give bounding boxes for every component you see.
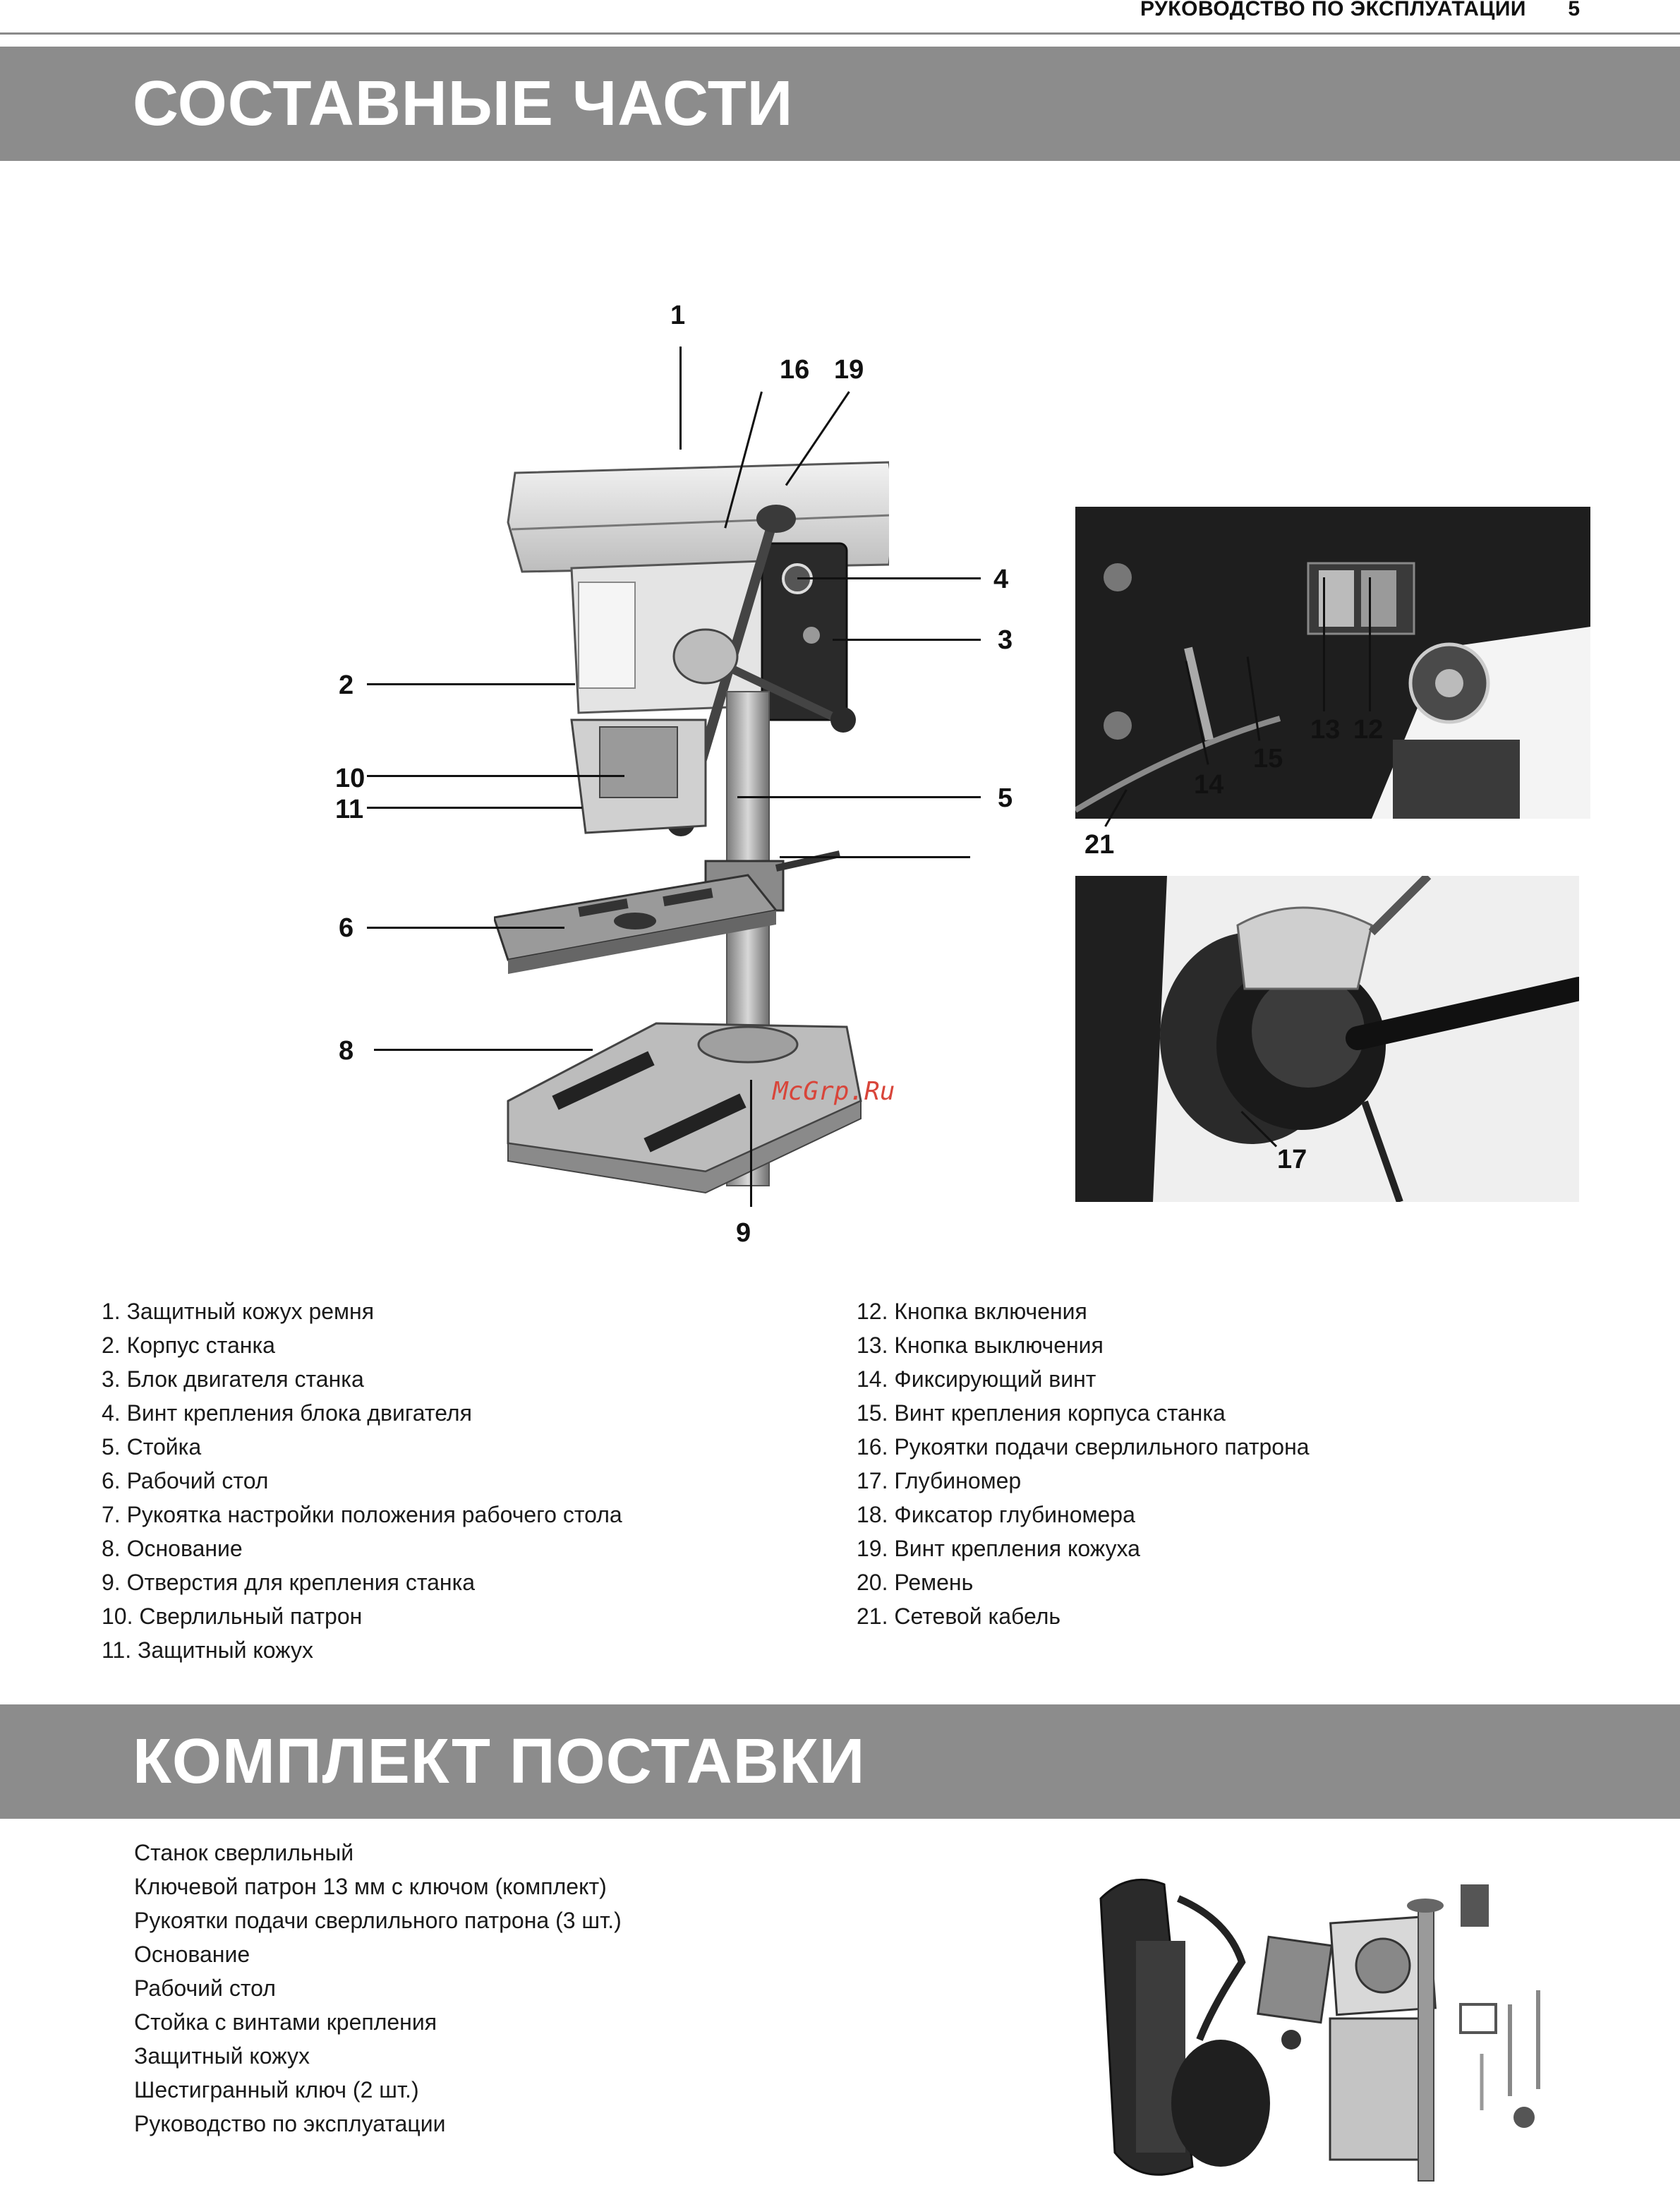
section-banner-kit bbox=[0, 1704, 1680, 1819]
kit-list bbox=[134, 1836, 622, 2141]
callout-12: 12 bbox=[1353, 715, 1384, 745]
list-item: Ключевой патрон 13 мм с ключом (комплект) bbox=[134, 1874, 607, 1899]
list-item: 15. Винт крепления корпуса станка bbox=[857, 1400, 1226, 1426]
callout-8: 8 bbox=[339, 1036, 354, 1066]
list-item: 18. Фиксатор глубиномера bbox=[857, 1502, 1135, 1527]
list-item: 14. Фиксирующий винт bbox=[857, 1366, 1096, 1392]
watermark-text: McGrp.Ru bbox=[773, 1077, 895, 1106]
leader-7 bbox=[780, 856, 970, 858]
list-item: Руководство по эксплуатации bbox=[134, 2111, 446, 2136]
leader-8 bbox=[374, 1049, 593, 1051]
section-title-parts: СОСТАВНЫЕ ЧАСТИ bbox=[133, 68, 794, 139]
callout-6: 6 bbox=[339, 913, 354, 943]
kit-contents-photo bbox=[1087, 1856, 1595, 2188]
list-item: 11. Защитный кожух bbox=[102, 1637, 313, 1663]
callout-19: 19 bbox=[834, 355, 864, 385]
list-item: 3. Блок двигателя станка bbox=[102, 1366, 364, 1392]
section-title-kit: КОМПЛЕКТ ПОСТАВКИ bbox=[133, 1726, 866, 1797]
parts-list-right bbox=[857, 1294, 1310, 1633]
leader-4 bbox=[797, 577, 981, 579]
list-item: 17. Глубиномер bbox=[857, 1468, 1022, 1493]
list-item: 20. Ремень bbox=[857, 1570, 974, 1595]
callout-17: 17 bbox=[1277, 1145, 1307, 1174]
list-item: 21. Сетевой кабель bbox=[857, 1604, 1061, 1629]
list-item: 12. Кнопка включения bbox=[857, 1299, 1087, 1324]
callout-15: 15 bbox=[1253, 744, 1283, 774]
parts-list-left bbox=[102, 1294, 622, 1667]
list-item: Рабочий стол bbox=[134, 1975, 276, 2001]
leader-13 bbox=[1323, 577, 1325, 711]
list-item: 5. Стойка bbox=[102, 1434, 202, 1460]
list-item: Защитный кожух bbox=[134, 2043, 310, 2069]
callout-10: 10 bbox=[335, 764, 365, 793]
depth-gauge-photo bbox=[1075, 876, 1579, 1202]
list-item: 13. Кнопка выключения bbox=[857, 1332, 1104, 1358]
drill-press-image bbox=[494, 423, 889, 1235]
callout-14: 14 bbox=[1194, 770, 1224, 800]
leader-2 bbox=[367, 683, 575, 685]
list-item: 19. Винт крепления кожуха bbox=[857, 1536, 1140, 1561]
list-item: 1. Защитный кожух ремня bbox=[102, 1299, 375, 1324]
list-item: Рукоятки подачи сверлильного патрона (3 шт.) bbox=[134, 1908, 622, 1933]
list-item: 6. Рабочий стол bbox=[102, 1468, 269, 1493]
list-item: Основание bbox=[134, 1942, 250, 1967]
leader-3 bbox=[833, 639, 981, 641]
running-title: РУКОВОДСТВО ПО ЭКСПЛУАТАЦИИ bbox=[1140, 0, 1526, 20]
list-item: 16. Рукоятки подачи сверлильного патрона bbox=[857, 1434, 1310, 1460]
leader-5 bbox=[737, 796, 981, 798]
page-number: 5 bbox=[1568, 0, 1580, 20]
callout-3: 3 bbox=[998, 625, 1013, 655]
list-item: Станок сверлильный bbox=[134, 1840, 354, 1865]
leader-1 bbox=[679, 347, 682, 450]
leader-10 bbox=[367, 775, 624, 777]
list-item: 7. Рукоятка настройки положения рабочего стола bbox=[102, 1502, 622, 1527]
section-banner-parts bbox=[0, 47, 1680, 161]
callout-2: 2 bbox=[339, 670, 354, 700]
callout-9: 9 bbox=[736, 1218, 751, 1248]
callout-21: 21 bbox=[1084, 830, 1115, 860]
callout-1: 1 bbox=[670, 301, 686, 330]
list-item: 2. Корпус станка bbox=[102, 1332, 275, 1358]
running-header bbox=[0, 0, 1680, 35]
callout-11: 11 bbox=[335, 795, 364, 824]
callout-16: 16 bbox=[780, 355, 810, 385]
list-item: Шестигранный ключ (2 шт.) bbox=[134, 2077, 419, 2102]
list-item: 8. Основание bbox=[102, 1536, 243, 1561]
leader-11 bbox=[367, 807, 582, 809]
leader-6 bbox=[367, 927, 564, 929]
callout-13: 13 bbox=[1310, 715, 1341, 745]
controls-photo bbox=[1075, 507, 1590, 819]
list-item: Стойка с винтами крепления bbox=[134, 2009, 437, 2035]
list-item: 4. Винт крепления блока двигателя bbox=[102, 1400, 472, 1426]
leader-9 bbox=[750, 1080, 752, 1207]
leader-12 bbox=[1369, 577, 1371, 711]
callout-5: 5 bbox=[998, 783, 1013, 813]
list-item: 10. Сверлильный патрон bbox=[102, 1604, 363, 1629]
callout-4: 4 bbox=[993, 565, 1009, 594]
list-item: 9. Отверстия для крепления станка bbox=[102, 1570, 476, 1595]
